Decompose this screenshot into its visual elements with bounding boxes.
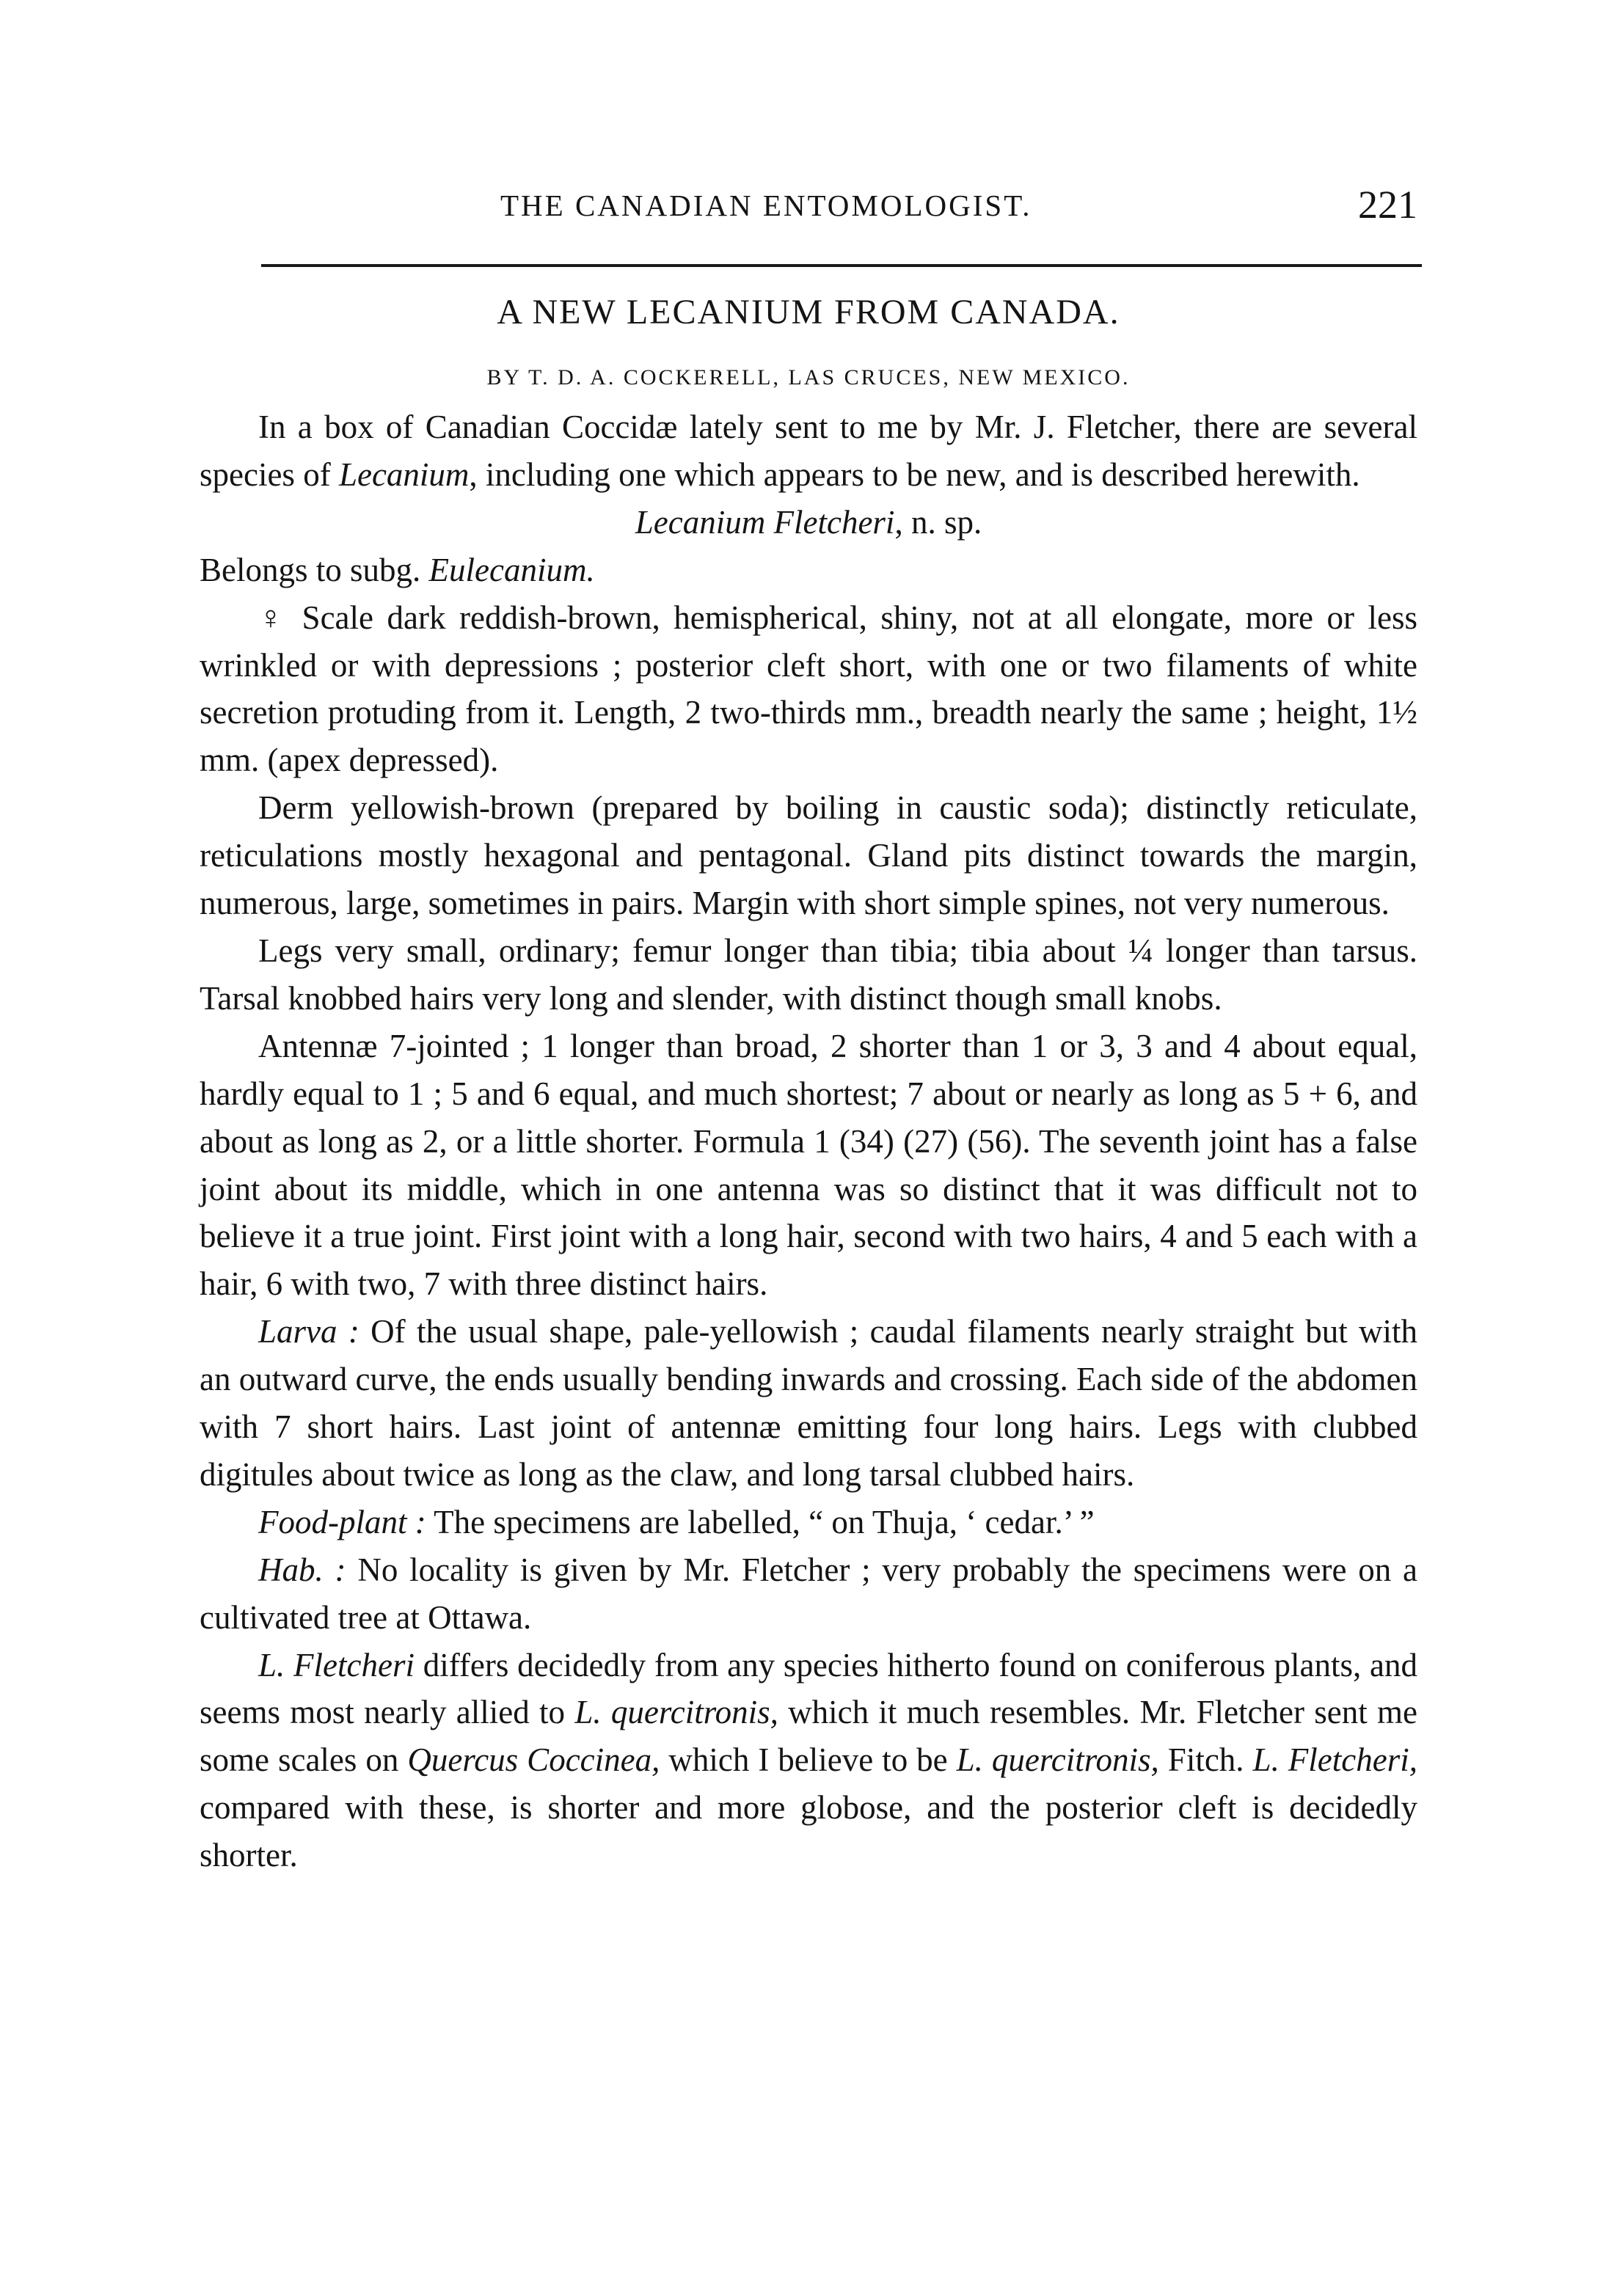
derm-paragraph: Derm yellowish-brown (prepared by boiling in caustic soda); distinctly reticulate, reticulations mostly hexagonal and pentagonal. Gland pits distinct towards the margin, numerous, large, sometimes in pairs. Margin with short simple spines, not very numerous.: [200, 789, 1417, 922]
intro-text: In a box of Canadian Coccidæ lately sent to me by Mr. J. Fletcher, there are several species of: [200, 409, 1417, 493]
species-name: Lecanium Fletcheri: [635, 503, 895, 541]
species-ref: L. Fletcheri,: [1252, 1741, 1417, 1779]
genus-name: Lecanium: [338, 456, 470, 493]
species-ref: L. quercitronis,: [956, 1741, 1159, 1779]
header-rule: [261, 264, 1422, 267]
species-suffix: , n. sp.: [894, 503, 982, 541]
legs-paragraph: Legs very small, ordinary; femur longer than tibia; tibia about ¼ longer than tarsus. Tarsal knobbed hairs very long and slender, with distinct though small knobs.: [200, 932, 1417, 1017]
intro-paragraph: [200, 403, 1417, 499]
larva-label: Larva :: [258, 1313, 359, 1350]
article-byline: BY T. D. A. COCKERELL, LAS CRUCES, NEW MEXICO.: [486, 365, 1131, 390]
comparison-text: which it much resembles. Mr. Fletcher sent me some scales on: [200, 1694, 1417, 1779]
article-title: A NEW LECANIUM FROM CANADA.: [497, 293, 1120, 332]
species-ref: L. quercitronis,: [574, 1694, 778, 1731]
running-head: THE CANADIAN ENTOMOLOGIST.: [500, 189, 1032, 222]
page-header: [200, 182, 1417, 233]
subgenus-text: Belongs to subg.: [200, 551, 429, 588]
habitat-paragraph: [200, 1546, 1417, 1642]
subgenus-name: Eulecanium.: [428, 551, 595, 588]
species-heading: [200, 499, 1417, 546]
subgenus-line: [200, 546, 1417, 594]
comparison-paragraph: [200, 1642, 1417, 1880]
food-plant-label: Food-plant :: [258, 1503, 426, 1540]
comparison-text: differs decidedly from any species hitherto found on coniferous plants, and seems most nearly allied to: [200, 1646, 1417, 1731]
species-ref: Quercus Coccinea,: [407, 1741, 660, 1779]
article-body: [200, 403, 1417, 1879]
antennae-paragraph: Antennæ 7-jointed ; 1 longer than broad, 2 shorter than 1 or 3, 3 and 4 about equal, hardly equal to 1 ; 5 and 6 equal, and much shortest; 7 about or nearly as long as 5 + 6, and about as long as 2, or a little shorter. Formula 1 (34) (27) (56). The seventh joint has a false joint about its middle, which in one antenna was so distinct that it was difficult not to believe it a true joint. First joint with a long hair, second with two hairs, 4 and 5 each with a hair, 6 with two, 7 with three distinct hairs.: [200, 1027, 1417, 1303]
comparison-text: Fitch.: [1158, 1741, 1253, 1779]
food-plant-text: The specimens are labelled, “ on Thuja, ‘ cedar.’ ”: [426, 1503, 1095, 1540]
habitat-label: Hab. :: [258, 1551, 346, 1588]
page-number: 221: [1358, 183, 1417, 227]
species-ref: L. Fletcheri: [258, 1646, 415, 1683]
larva-text: Of the usual shape, pale-yellowish ; caudal filaments nearly straight but with an outward curve, the ends usually bending inwards and crossing. Each side of the abdomen with 7 short hairs. Last joint of antennæ emitting four long hairs. Legs with clubbed digitules about twice as long as the claw, and long tarsal clubbed hairs.: [200, 1313, 1418, 1493]
comparison-text: compared with these, is shorter and more globose, and the posterior cleft is decidedly shorter.: [200, 1789, 1417, 1874]
intro-text-end: , including one which appears to be new, and is described herewith.: [469, 456, 1360, 493]
comparison-text: which I believe to be: [660, 1741, 957, 1779]
food-plant-paragraph: [200, 1499, 1417, 1546]
scale-paragraph: ♀ Scale dark reddish-brown, hemispherical, shiny, not at all elongate, more or less wrinkled or with depressions ; posterior cleft short, with one or two filaments of white secretion protuding from it. Length, 2 two-thirds mm., breadth nearly the same ; height, 1½ mm. (apex depressed).: [200, 599, 1417, 779]
habitat-text: No locality is given by Mr. Fletcher ; very probably the specimens were on a cultivated tree at Ottawa.: [200, 1551, 1417, 1636]
larva-paragraph: [200, 1308, 1417, 1499]
